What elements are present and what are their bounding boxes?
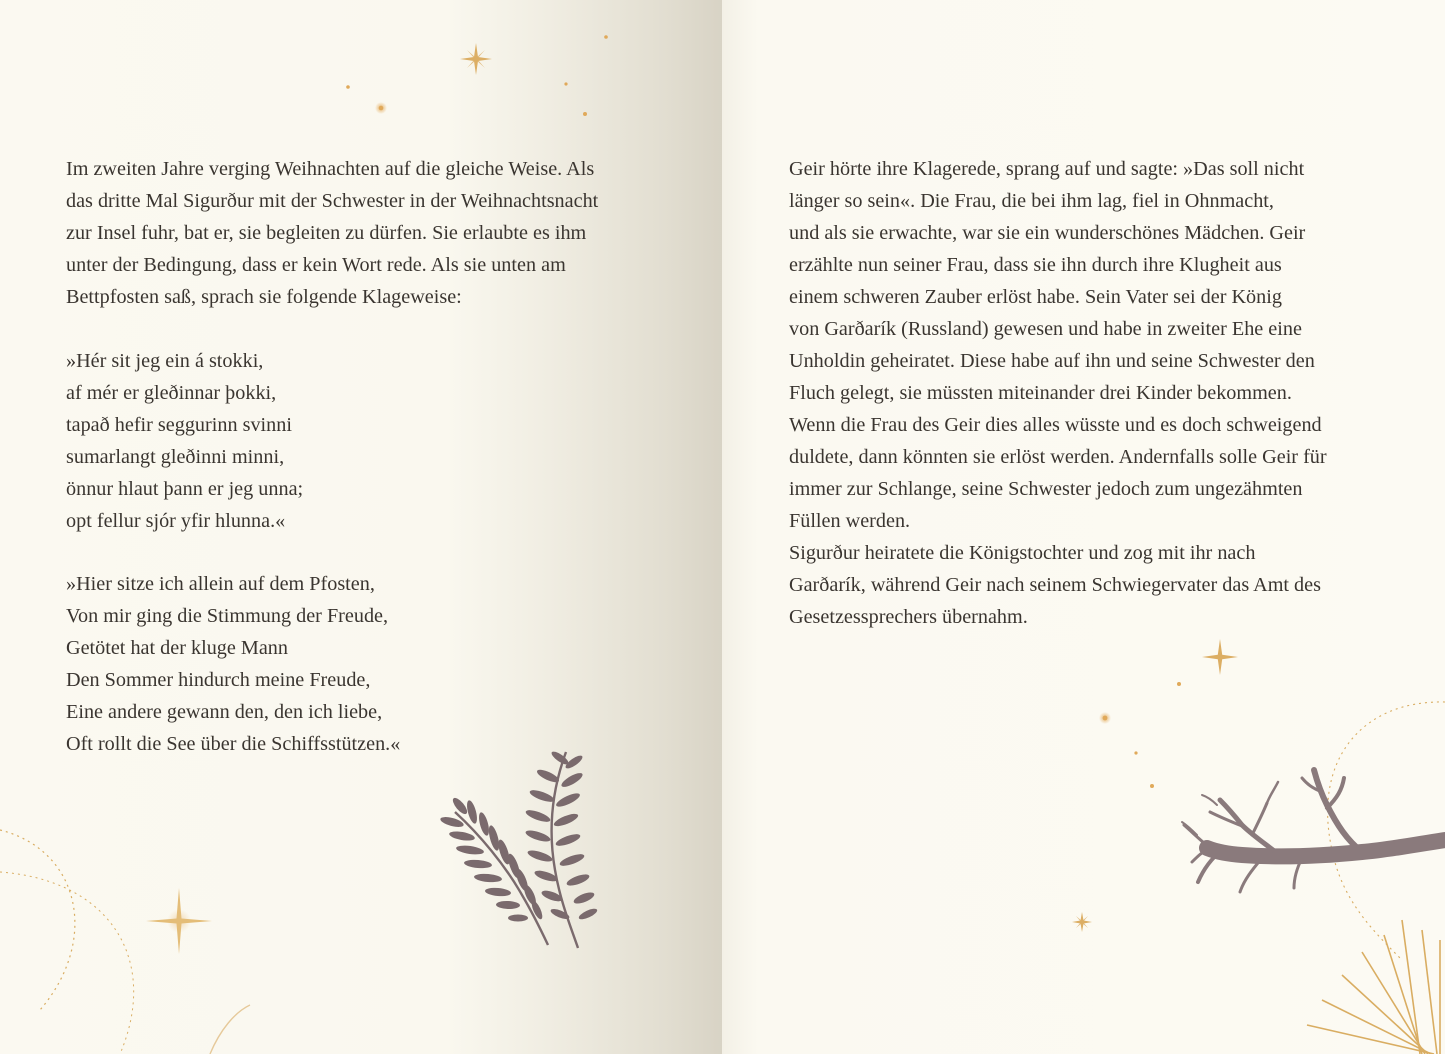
text-line: Wenn die Frau des Geir dies alles wüsste und es doch schweigend — [789, 414, 1322, 436]
verse-line: sumarlangt gleðinni minni, — [66, 446, 285, 468]
star-dot — [1103, 716, 1108, 721]
verse-line: Den Sommer hindurch meine Freude, — [66, 669, 371, 691]
text-line: Garðarík, während Geir nach seinem Schwiegervater das Amt des — [789, 574, 1321, 596]
icelandic-verse — [66, 345, 303, 537]
text-line: Im zweiten Jahre verging Weihnachten auf die gleiche Weise. Als — [66, 158, 595, 180]
star-dot — [564, 82, 567, 85]
left-page — [0, 0, 722, 1054]
verse-line: önnur hlaut þann er jeg unna; — [66, 478, 304, 500]
text-line: unter der Bedingung, dass er kein Wort rede. Als sie unten am — [66, 254, 566, 276]
gold-dashed-arc — [0, 830, 75, 1010]
sun-rays-decoration — [1307, 920, 1440, 1054]
star-dot — [379, 106, 384, 111]
right-page — [722, 0, 1445, 1054]
left-prose-paragraph — [66, 153, 598, 313]
star-dot — [346, 85, 350, 89]
verse-line: opt fellur sjór yfir hlunna.« — [66, 510, 286, 532]
verse-line: af mér er gleðinnar þokki, — [66, 382, 277, 404]
german-verse — [66, 568, 400, 760]
text-line: immer zur Schlange, seine Schwester jedoch zum ungezähmten — [789, 478, 1303, 500]
text-line: das dritte Mal Sigurður mit der Schwester in der Weihnachtsnacht — [66, 190, 599, 212]
sparkle-star-icon — [460, 43, 492, 75]
star-dot — [1177, 682, 1181, 686]
sparkle-star-icon — [1072, 912, 1092, 932]
verse-line: Von mir ging die Stimmung der Freude, — [66, 605, 389, 627]
star-dot — [583, 112, 587, 116]
verse-line: Eine andere gewann den, den ich liebe, — [66, 701, 383, 723]
text-line: Fluch gelegt, sie müssten miteinander drei Kinder bekommen. — [789, 382, 1292, 404]
star-dot — [1134, 751, 1137, 754]
verse-line: Getötet hat der kluge Mann — [66, 637, 288, 659]
tree-branch-illustration — [1182, 770, 1445, 892]
fern-leaves-illustration — [439, 749, 598, 948]
gold-dashed-arc — [0, 872, 134, 1054]
text-line: Füllen werden. — [789, 510, 911, 532]
star-dot — [604, 35, 608, 39]
text-line: erzählte nun seiner Frau, dass sie ihn durch ihre Klugheit aus — [789, 254, 1282, 276]
sparkle-star-icon — [146, 888, 212, 954]
text-line: Geir hörte ihre Klagerede, sprang auf und sagte: »Das soll nicht — [789, 158, 1305, 180]
sparkle-star-icon — [1202, 639, 1238, 675]
text-line: einem schweren Zauber erlöst habe. Sein Vater sei der König — [789, 286, 1282, 308]
right-prose-paragraph — [789, 153, 1327, 633]
gold-arc — [210, 1005, 250, 1054]
text-line: duldete, dann könnten sie erlöst werden. Andernfalls solle Geir für — [789, 446, 1327, 468]
star-dot — [1150, 784, 1154, 788]
text-line: Bettpfosten saß, sprach sie folgende Klageweise: — [66, 286, 462, 308]
text-line: länger so sein«. Die Frau, die bei ihm lag, fiel in Ohnmacht, — [789, 190, 1274, 212]
text-line: und als sie erwachte, war sie ein wunderschönes Mädchen. Geir — [789, 222, 1306, 244]
text-line: von Garðarík (Russland) gewesen und habe in zweiter Ehe eine — [789, 318, 1302, 340]
verse-line: Oft rollt die See über die Schiffsstützen.« — [66, 733, 401, 755]
text-line: Sigurður heiratete die Königstochter und zog mit ihr nach — [789, 542, 1256, 564]
text-line: Gesetzessprechers übernahm. — [789, 606, 1028, 628]
text-line: zur Insel fuhr, bat er, sie begleiten zu dürfen. Sie erlaubte es ihm — [66, 222, 587, 244]
verse-line: »Hér sit jeg ein á stokki, — [66, 350, 264, 372]
verse-line: tapað hefir seggurinn svinni — [66, 414, 292, 436]
text-line: Unholdin geheiratet. Diese habe auf ihn und seine Schwester den — [789, 350, 1315, 372]
verse-line: »Hier sitze ich allein auf dem Pfosten, — [66, 573, 375, 595]
